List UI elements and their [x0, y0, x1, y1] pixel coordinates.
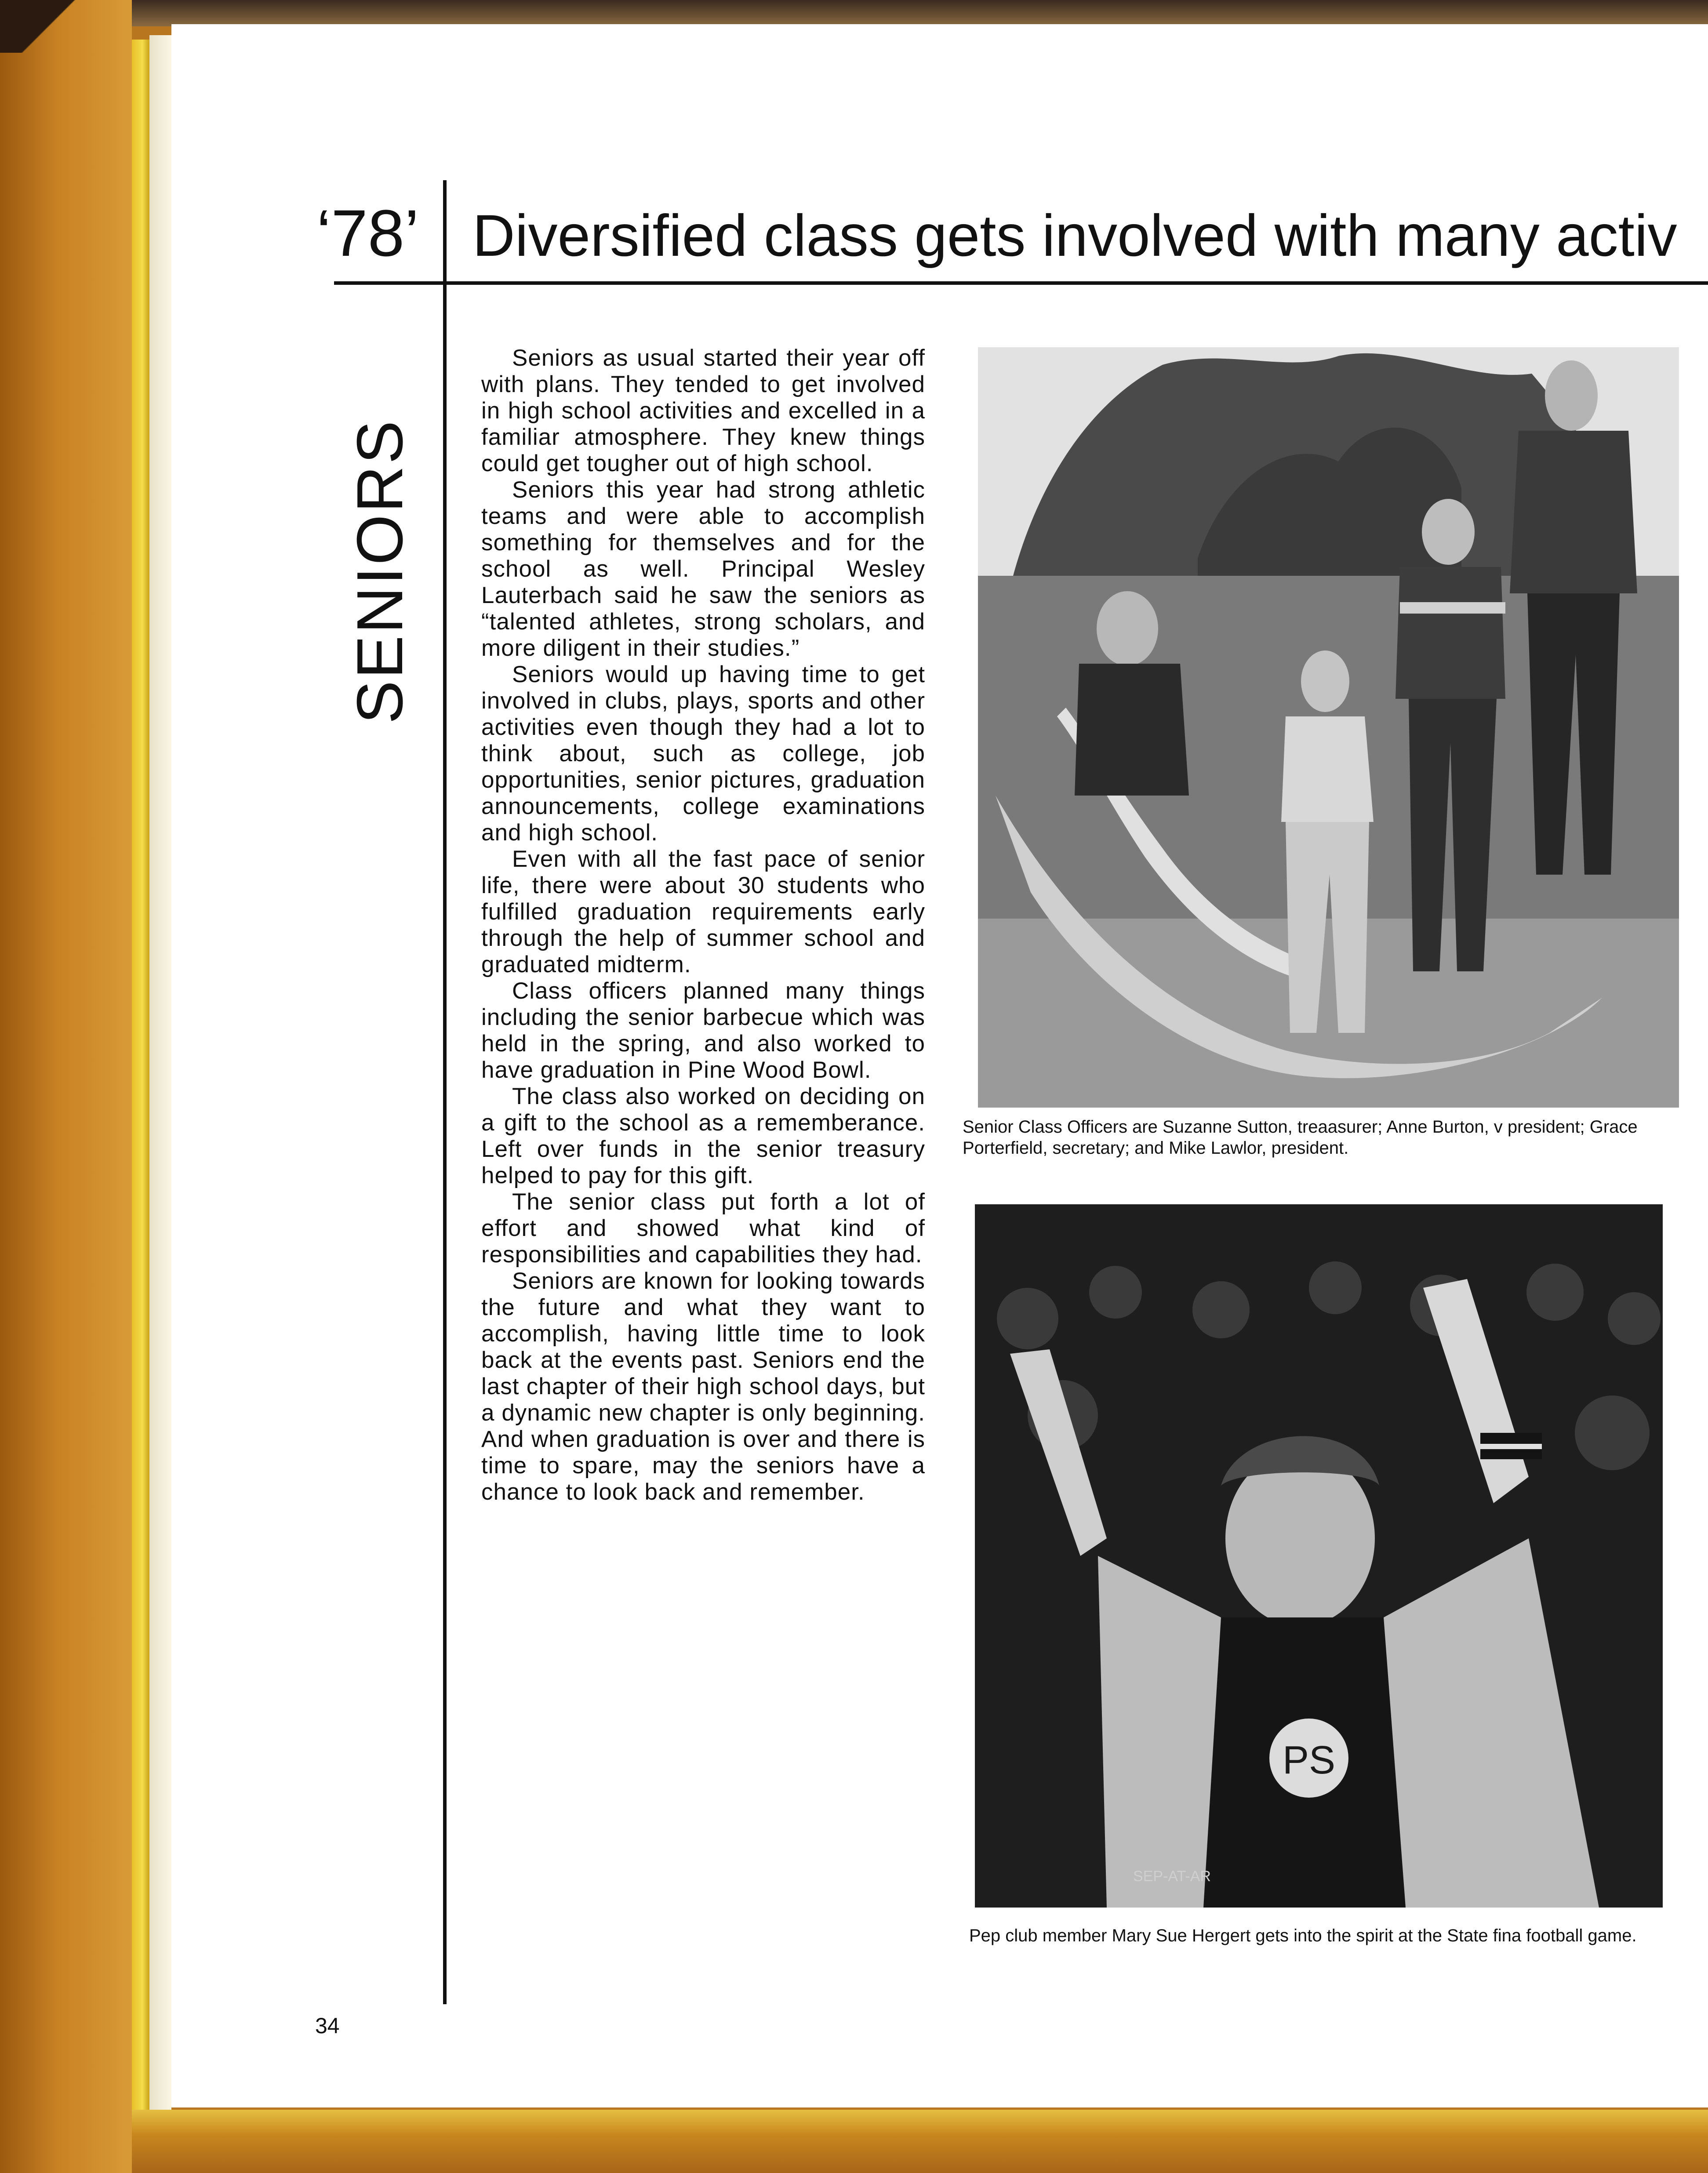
page-headline: Diversified class gets involved with many activ	[472, 203, 1677, 269]
article-paragraph: Class officers planned many things including the senior barbecue which was held in the spring, and also worked to have graduation in Pine Wood Bowl.	[481, 978, 925, 1083]
article-paragraph: Even with all the fast pace of senior life, there were about 30 students who fulfilled graduation requirements early through the help of summer school and graduated midterm.	[481, 846, 925, 977]
header-rule	[334, 281, 1708, 285]
jacket-badge: SEP-AT-AR	[1133, 1868, 1211, 1885]
page-edge-yellow	[132, 40, 149, 2140]
bottom-page-edge	[132, 2110, 1708, 2173]
page-edge-cream	[149, 35, 171, 2145]
class-officers-illustration	[978, 347, 1679, 1108]
class-officers-photo	[978, 347, 1679, 1108]
column-divider	[443, 180, 447, 2004]
section-label	[327, 418, 433, 724]
article-body	[481, 345, 925, 1505]
class-officers-caption: Senior Class Officers are Suzanne Sutton, treaasurer; Anne Burton, v president; Grace Porterfield, secretary; and Mike Lawlor, president.	[963, 1117, 1638, 1158]
class-year: ‘78’	[316, 196, 419, 270]
pep-club-illustration	[975, 1204, 1663, 1908]
top-edge-shadow	[132, 0, 1708, 26]
corner-shadow	[0, 0, 132, 53]
book-spine-edge	[0, 0, 132, 2173]
jacket-letters: PS	[1282, 1738, 1336, 1782]
article-paragraph: The senior class put forth a lot of effort and showed what kind of responsibilities and capabilities they had.	[481, 1189, 925, 1268]
article-paragraph: Seniors this year had strong athletic teams and were able to accomplish something for themselves and for the school as well. Principal Wesley Lauterbach said he saw the seniors as “talented athletes, strong scholars, and more diligent in their studies.”	[481, 477, 925, 661]
article-paragraph: Seniors are known for looking towards the future and what they want to accomplish, having little time to look back at the events past. Seniors end the last chapter of their high school days, but a dynamic new chapter is only beginning. And when graduation is over and there is time to spare, may the seniors have a chance to look back and remember.	[481, 1268, 925, 1505]
article-paragraph: Seniors would up having time to get involved in clubs, plays, sports and other activities even though they had a lot to think about, such as college, job opportunities, senior pictures, graduation announcements, college examinations and high school.	[481, 661, 925, 846]
article-paragraph: The class also worked on deciding on a gift to the school as a rememberance. Left over funds in the senior treasury helped to pay for this gift.	[481, 1083, 925, 1188]
section-label-text: SENIORS	[344, 418, 416, 724]
pep-club-photo	[975, 1204, 1663, 1908]
article-paragraph: Seniors as usual started their year off with plans. They tended to get involved in high school activities and excelled in a familiar atmosphere. They knew things could get tougher out of high school.	[481, 345, 925, 476]
pep-club-caption: Pep club member Mary Sue Hergert gets into the spirit at the State fina football game.	[969, 1926, 1637, 1945]
page-number: 34	[315, 2013, 340, 2038]
